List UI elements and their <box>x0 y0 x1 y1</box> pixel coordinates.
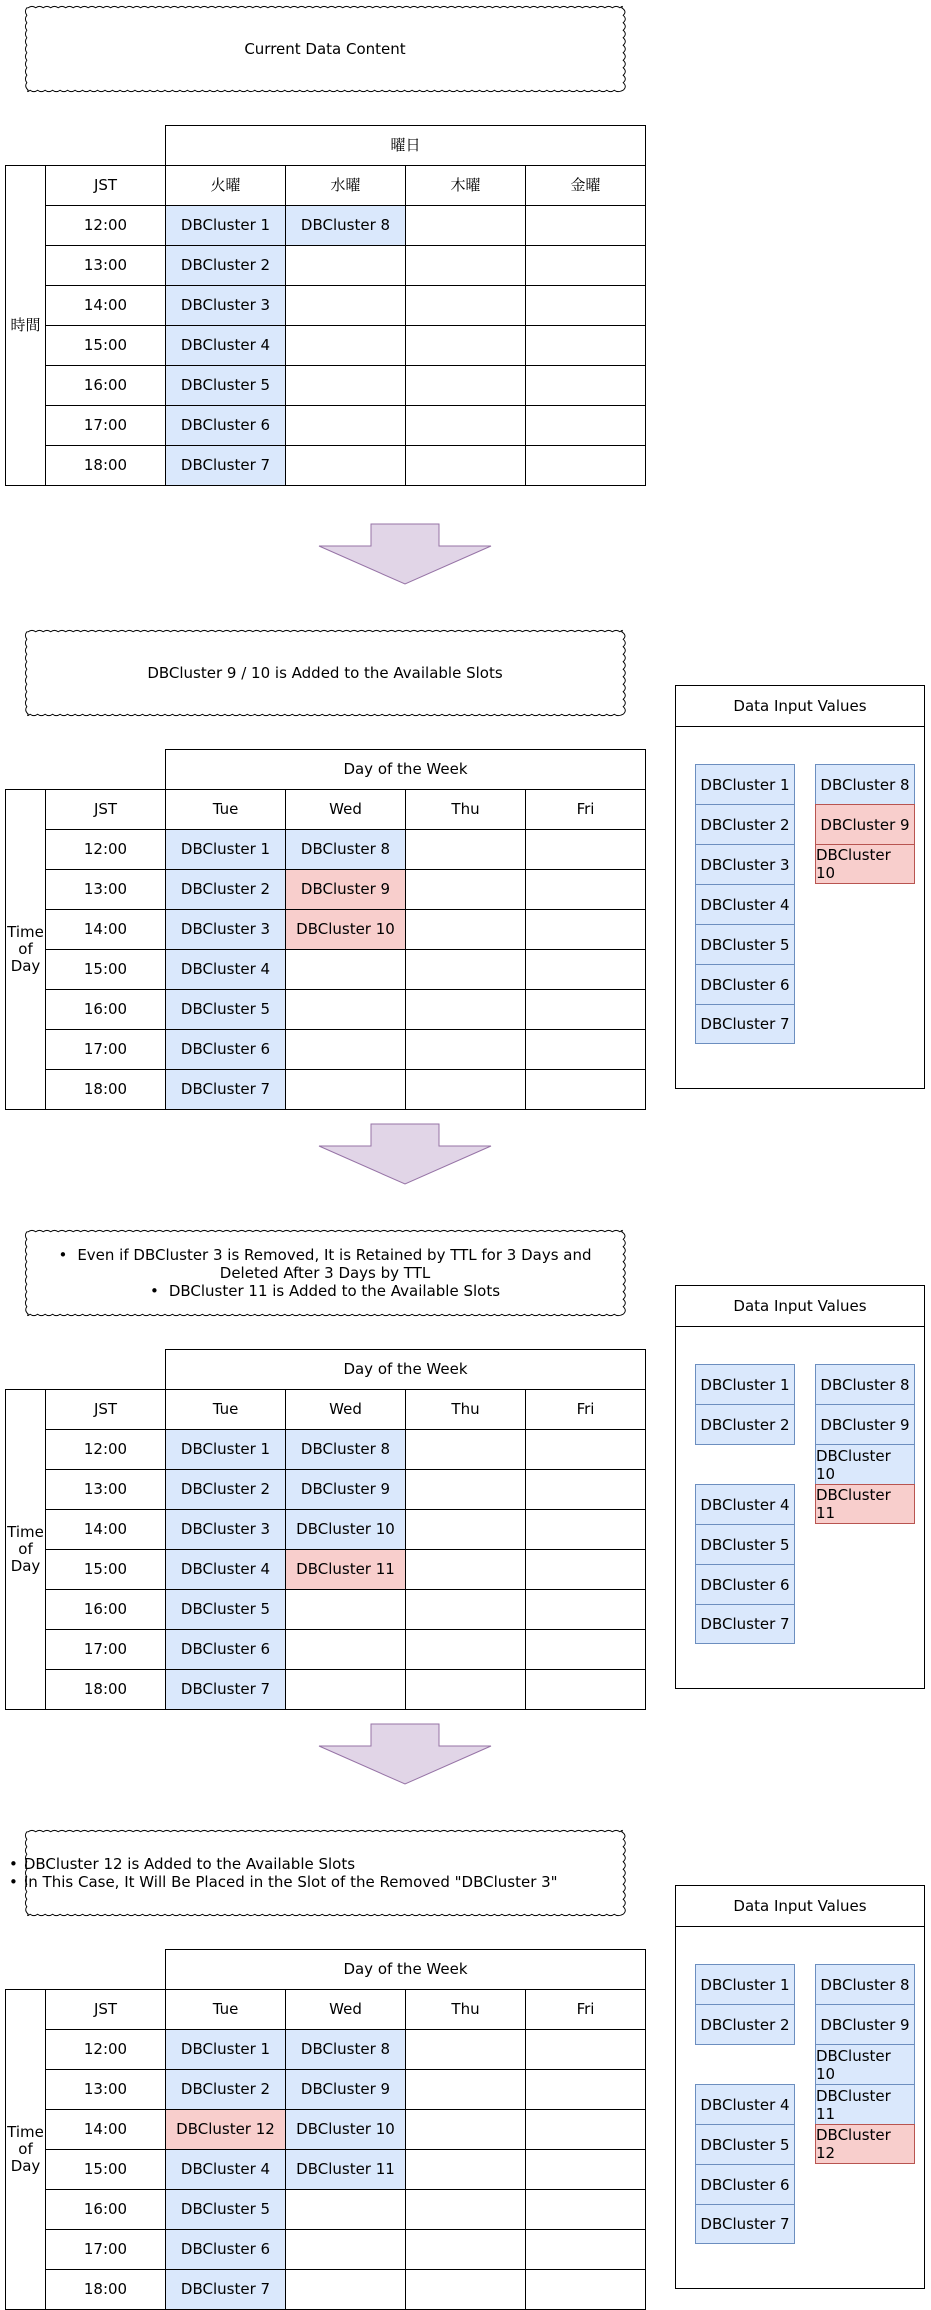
schedule-cell <box>285 1589 406 1630</box>
day-header: 金曜 <box>525 165 646 206</box>
schedule-cell: DBCluster 6 <box>165 405 286 446</box>
data-input-chip: DBCluster 7 <box>695 2204 795 2244</box>
schedule-cell <box>525 2109 646 2150</box>
schedule-cell <box>525 285 646 326</box>
schedule-cell <box>285 1029 406 1070</box>
data-input-chip: DBCluster 9 <box>815 1404 915 1445</box>
data-input-chip: DBCluster 1 <box>695 764 795 805</box>
schedule-cell <box>525 405 646 446</box>
schedule-cell <box>405 405 526 446</box>
time-cell: 17:00 <box>45 2229 166 2270</box>
data-input-chip: DBCluster 1 <box>695 1364 795 1405</box>
schedule-cell: DBCluster 8 <box>285 205 406 246</box>
data-input-chip: DBCluster 7 <box>695 1604 795 1644</box>
schedule-cell <box>405 949 526 990</box>
time-cell: 13:00 <box>45 1469 166 1510</box>
banner-bullets <box>9 1855 558 1891</box>
flow-down-arrow-icon <box>318 1123 492 1185</box>
day-header: 水曜 <box>285 165 406 206</box>
schedule-cell: DBCluster 8 <box>285 829 406 870</box>
time-cell: 14:00 <box>45 909 166 950</box>
schedule-cell: DBCluster 1 <box>165 205 286 246</box>
schedule-cell <box>405 2269 526 2310</box>
schedule-cell <box>405 205 526 246</box>
schedule-cell <box>285 365 406 406</box>
banner-bullet: • DBCluster 11 is Added to the Available Slots <box>45 1282 605 1300</box>
stage-banner <box>5 1229 645 1317</box>
schedule-cell: DBCluster 8 <box>285 2029 406 2070</box>
schedule-cell <box>405 2189 526 2230</box>
schedule-cell <box>525 2229 646 2270</box>
day-group-header: Day of the Week <box>165 1349 646 1390</box>
schedule-cell <box>285 405 406 446</box>
schedule-cell: DBCluster 9 <box>285 2069 406 2110</box>
stage-banner <box>5 629 645 717</box>
schedule-cell <box>525 1549 646 1590</box>
schedule-cell: DBCluster 4 <box>165 2149 286 2190</box>
time-cell: 14:00 <box>45 285 166 326</box>
schedule-cell <box>405 1509 526 1550</box>
schedule-cell <box>525 205 646 246</box>
data-input-chip: DBCluster 7 <box>695 1004 795 1044</box>
schedule-cell <box>285 245 406 286</box>
day-group-header: 曜日 <box>165 125 646 166</box>
flow-down-arrow-icon <box>318 523 492 585</box>
schedule-cell: DBCluster 8 <box>285 1429 406 1470</box>
schedule-cell: DBCluster 10 <box>285 1509 406 1550</box>
schedule-cell: DBCluster 9 <box>285 1469 406 1510</box>
time-cell: 14:00 <box>45 2109 166 2150</box>
time-cell: 12:00 <box>45 1429 166 1470</box>
banner-line: DBCluster 9 / 10 is Added to the Available Slots <box>147 664 503 682</box>
banner-text <box>5 1229 645 1317</box>
schedule-cell <box>285 2269 406 2310</box>
schedule-cell: DBCluster 6 <box>165 1629 286 1670</box>
banner-text <box>5 629 645 717</box>
day-header: 木曜 <box>405 165 526 206</box>
schedule-cell: DBCluster 11 <box>285 2149 406 2190</box>
schedule-cell <box>405 2109 526 2150</box>
schedule-cell <box>405 989 526 1030</box>
time-cell: 13:00 <box>45 2069 166 2110</box>
schedule-cell <box>525 1069 646 1110</box>
schedule-cell <box>285 1629 406 1670</box>
time-cell: 17:00 <box>45 405 166 446</box>
schedule-cell: DBCluster 7 <box>165 2269 286 2310</box>
schedule-cell <box>405 365 526 406</box>
time-cell: 17:00 <box>45 1029 166 1070</box>
data-input-chip: DBCluster 4 <box>695 1484 795 1525</box>
schedule-cell <box>525 1029 646 1070</box>
data-input-chip: DBCluster 2 <box>695 804 795 845</box>
time-cell: 14:00 <box>45 1509 166 1550</box>
schedule-cell <box>285 949 406 990</box>
schedule-cell <box>405 869 526 910</box>
time-cell: 17:00 <box>45 1629 166 1670</box>
time-group-label: 時間 <box>5 165 46 486</box>
schedule-cell <box>285 1069 406 1110</box>
schedule-cell: DBCluster 1 <box>165 1429 286 1470</box>
schedule-cell <box>525 869 646 910</box>
schedule-cell <box>525 949 646 990</box>
schedule-cell: DBCluster 2 <box>165 2069 286 2110</box>
banner-text <box>5 5 645 93</box>
time-cell: 15:00 <box>45 1549 166 1590</box>
day-group-header: Day of the Week <box>165 749 646 790</box>
schedule-cell <box>525 2189 646 2230</box>
time-group-label: Time of Day <box>5 1989 46 2310</box>
jst-header: JST <box>45 1389 166 1430</box>
schedule-cell <box>525 245 646 286</box>
schedule-cell <box>285 325 406 366</box>
schedule-cell <box>525 1669 646 1710</box>
schedule-cell <box>405 829 526 870</box>
schedule-cell <box>405 1429 526 1470</box>
schedule-cell <box>285 989 406 1030</box>
day-header: Thu <box>405 1989 526 2030</box>
schedule-cell: DBCluster 3 <box>165 909 286 950</box>
schedule-cell: DBCluster 1 <box>165 2029 286 2070</box>
data-input-chip: DBCluster 8 <box>815 764 915 805</box>
banner-bullet: • In This Case, It Will Be Placed in the Slot of the Removed "DBCluster 3" <box>9 1873 558 1891</box>
banner-text <box>5 1829 645 1917</box>
schedule-cell: DBCluster 5 <box>165 989 286 1030</box>
schedule-cell <box>405 1069 526 1110</box>
data-input-chip: DBCluster 10 <box>815 1444 915 1485</box>
schedule-cell <box>525 989 646 1030</box>
schedule-cell: DBCluster 1 <box>165 829 286 870</box>
data-input-chip: DBCluster 6 <box>695 1564 795 1605</box>
schedule-cell <box>285 445 406 486</box>
day-header: Fri <box>525 1389 646 1430</box>
schedule-cell <box>285 2189 406 2230</box>
schedule-cell <box>525 365 646 406</box>
time-cell: 16:00 <box>45 2189 166 2230</box>
schedule-cell: DBCluster 7 <box>165 1669 286 1710</box>
schedule-cell <box>405 2149 526 2190</box>
schedule-cell <box>525 1629 646 1670</box>
data-input-chip: DBCluster 8 <box>815 1964 915 2005</box>
schedule-cell: DBCluster 5 <box>165 365 286 406</box>
jst-header: JST <box>45 165 166 206</box>
time-cell: 18:00 <box>45 2269 166 2310</box>
schedule-cell: DBCluster 11 <box>285 1549 406 1590</box>
time-group-label: Time of Day <box>5 789 46 1110</box>
data-input-chip: DBCluster 5 <box>695 1524 795 1565</box>
data-input-chip: DBCluster 2 <box>695 2004 795 2045</box>
time-cell: 16:00 <box>45 1589 166 1630</box>
schedule-cell: DBCluster 4 <box>165 949 286 990</box>
time-cell: 13:00 <box>45 245 166 286</box>
day-header: Tue <box>165 789 286 830</box>
banner-bullet: • Even if DBCluster 3 is Removed, It is Retained by TTL for 3 Days and Deleted After 3 Days by TTL <box>45 1246 605 1282</box>
data-input-chip: DBCluster 4 <box>695 884 795 925</box>
time-cell: 15:00 <box>45 2149 166 2190</box>
data-input-title: Data Input Values <box>676 686 924 727</box>
day-header: Fri <box>525 1989 646 2030</box>
schedule-cell <box>405 1589 526 1630</box>
schedule-cell <box>405 1029 526 1070</box>
data-input-chip: DBCluster 6 <box>695 964 795 1005</box>
schedule-cell: DBCluster 3 <box>165 1509 286 1550</box>
schedule-cell: DBCluster 6 <box>165 2229 286 2270</box>
schedule-cell: DBCluster 2 <box>165 245 286 286</box>
schedule-cell <box>405 1469 526 1510</box>
schedule-cell <box>525 2029 646 2070</box>
schedule-cell <box>285 1669 406 1710</box>
schedule-cell: DBCluster 4 <box>165 1549 286 1590</box>
jst-header: JST <box>45 1989 166 2030</box>
stage-banner <box>5 1829 645 1917</box>
data-input-chip: DBCluster 6 <box>695 2164 795 2205</box>
schedule-cell <box>525 325 646 366</box>
time-cell: 16:00 <box>45 989 166 1030</box>
time-cell: 12:00 <box>45 205 166 246</box>
schedule-cell: DBCluster 3 <box>165 285 286 326</box>
data-input-chip: DBCluster 10 <box>815 2044 915 2085</box>
schedule-cell <box>525 1429 646 1470</box>
schedule-cell <box>405 325 526 366</box>
banner-bullet: • DBCluster 12 is Added to the Available Slots <box>9 1855 558 1873</box>
schedule-cell: DBCluster 7 <box>165 445 286 486</box>
day-group-header: Day of the Week <box>165 1949 646 1990</box>
time-cell: 12:00 <box>45 829 166 870</box>
schedule-cell <box>405 909 526 950</box>
data-input-chip: DBCluster 2 <box>695 1404 795 1445</box>
schedule-cell: DBCluster 5 <box>165 2189 286 2230</box>
time-cell: 13:00 <box>45 869 166 910</box>
time-cell: 18:00 <box>45 1669 166 1710</box>
day-header: Fri <box>525 789 646 830</box>
day-header: Wed <box>285 789 406 830</box>
time-cell: 15:00 <box>45 325 166 366</box>
stage-banner <box>5 5 645 93</box>
data-input-chip: DBCluster 5 <box>695 2124 795 2165</box>
schedule-cell <box>285 2229 406 2270</box>
schedule-cell: DBCluster 9 <box>285 869 406 910</box>
jst-header: JST <box>45 789 166 830</box>
time-cell: 18:00 <box>45 1069 166 1110</box>
data-input-chip: DBCluster 9 <box>815 2004 915 2045</box>
schedule-cell <box>405 1629 526 1670</box>
schedule-cell: DBCluster 12 <box>165 2109 286 2150</box>
schedule-cell <box>405 2229 526 2270</box>
schedule-cell <box>525 1469 646 1510</box>
day-header: Wed <box>285 1389 406 1430</box>
banner-line: Current Data Content <box>244 40 406 58</box>
schedule-cell: DBCluster 10 <box>285 2109 406 2150</box>
time-cell: 15:00 <box>45 949 166 990</box>
data-input-title: Data Input Values <box>676 1886 924 1927</box>
schedule-cell <box>525 2069 646 2110</box>
banner-bullets <box>45 1246 605 1300</box>
day-header: Thu <box>405 1389 526 1430</box>
day-header: Tue <box>165 1389 286 1430</box>
data-input-chip: DBCluster 9 <box>815 804 915 845</box>
schedule-cell: DBCluster 6 <box>165 1029 286 1070</box>
day-header: Wed <box>285 1989 406 2030</box>
data-input-chip: DBCluster 11 <box>815 2084 915 2125</box>
flow-down-arrow-icon <box>318 1723 492 1785</box>
time-group-label: Time of Day <box>5 1389 46 1710</box>
schedule-cell <box>405 2029 526 2070</box>
schedule-cell <box>525 1509 646 1550</box>
data-input-chip: DBCluster 12 <box>815 2124 915 2164</box>
schedule-cell <box>525 2149 646 2190</box>
schedule-cell <box>405 285 526 326</box>
time-cell: 16:00 <box>45 365 166 406</box>
data-input-chip: DBCluster 5 <box>695 924 795 965</box>
schedule-cell: DBCluster 10 <box>285 909 406 950</box>
time-cell: 12:00 <box>45 2029 166 2070</box>
schedule-cell <box>525 829 646 870</box>
schedule-cell <box>405 2069 526 2110</box>
data-input-chip: DBCluster 8 <box>815 1364 915 1405</box>
schedule-cell <box>285 285 406 326</box>
schedule-cell <box>525 2269 646 2310</box>
day-header: Tue <box>165 1989 286 2030</box>
data-input-chip: DBCluster 10 <box>815 844 915 884</box>
schedule-cell: DBCluster 4 <box>165 325 286 366</box>
data-input-title: Data Input Values <box>676 1286 924 1327</box>
data-input-chip: DBCluster 11 <box>815 1484 915 1524</box>
schedule-cell: DBCluster 7 <box>165 1069 286 1110</box>
schedule-cell <box>405 1669 526 1710</box>
schedule-cell: DBCluster 2 <box>165 869 286 910</box>
schedule-cell <box>525 1589 646 1630</box>
schedule-cell <box>405 1549 526 1590</box>
schedule-cell: DBCluster 5 <box>165 1589 286 1630</box>
schedule-cell <box>525 445 646 486</box>
data-input-chip: DBCluster 4 <box>695 2084 795 2125</box>
data-input-chip: DBCluster 3 <box>695 844 795 885</box>
data-input-chip: DBCluster 1 <box>695 1964 795 2005</box>
day-header: 火曜 <box>165 165 286 206</box>
day-header: Thu <box>405 789 526 830</box>
schedule-cell <box>405 245 526 286</box>
schedule-cell <box>405 445 526 486</box>
schedule-cell <box>525 909 646 950</box>
schedule-cell: DBCluster 2 <box>165 1469 286 1510</box>
time-cell: 18:00 <box>45 445 166 486</box>
